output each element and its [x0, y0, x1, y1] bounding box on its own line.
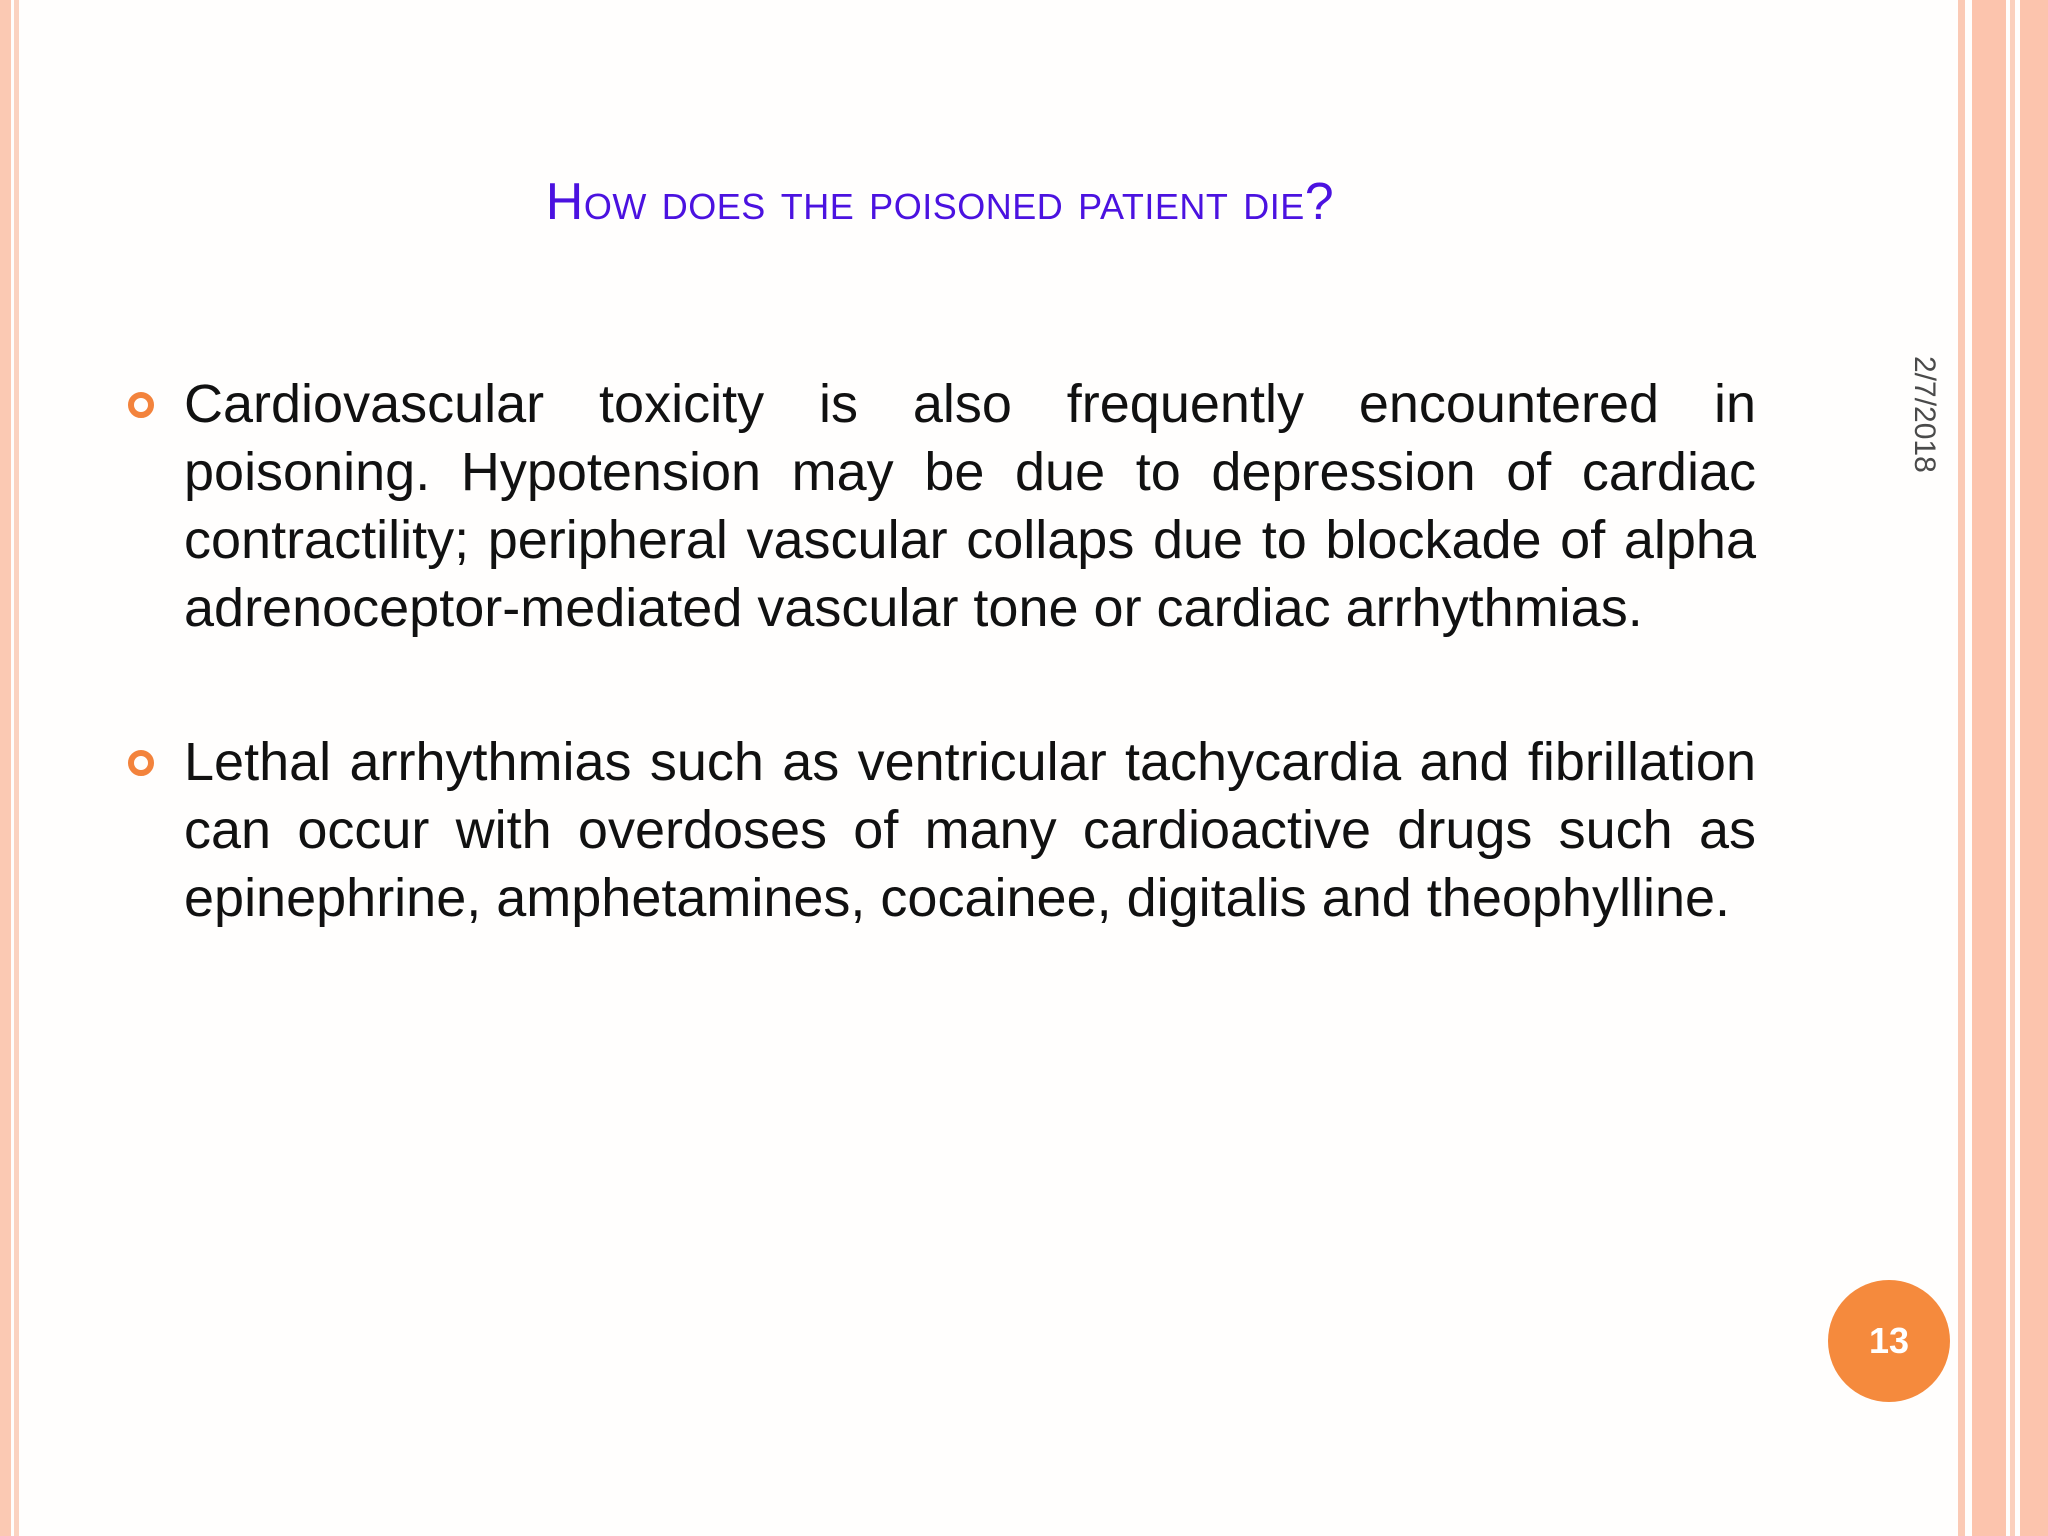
hollow-circle-bullet-icon — [128, 750, 154, 776]
slide-date: 2/7/2018 — [1908, 356, 1941, 473]
bullet-item — [120, 370, 1756, 642]
bullet-list — [120, 370, 1756, 932]
left-border-stripe-inner — [14, 0, 19, 1536]
hollow-circle-bullet-icon — [128, 392, 154, 418]
right-border-stripe — [1972, 0, 2006, 1536]
right-border-stripe-outer — [2020, 0, 2048, 1536]
bullet-item — [120, 728, 1756, 932]
bullet-text: Cardiovascular toxicity is also frequently encountered in poisoning. Hypotension may be due to depression of cardiac contractility; peripheral vascular collaps due to blockade of alpha adrenoceptor-mediated vascular tone or cardiac arrhythmias. — [184, 374, 1756, 638]
page-number-badge: 13 — [1828, 1280, 1950, 1402]
right-border-stripe-divider — [2010, 0, 2015, 1536]
slide-title: How does the poisoned patient die? — [545, 173, 1335, 231]
left-border-stripe — [0, 0, 11, 1536]
right-border-stripe-inner — [1958, 0, 1965, 1536]
bullet-text: Lethal arrhythmias such as ventricular tachycardia and fibrillation can occur with overdoses of many cardioactive drugs such as epinephrine, amphetamines, cocainee, digitalis and theophylline. — [184, 732, 1756, 928]
